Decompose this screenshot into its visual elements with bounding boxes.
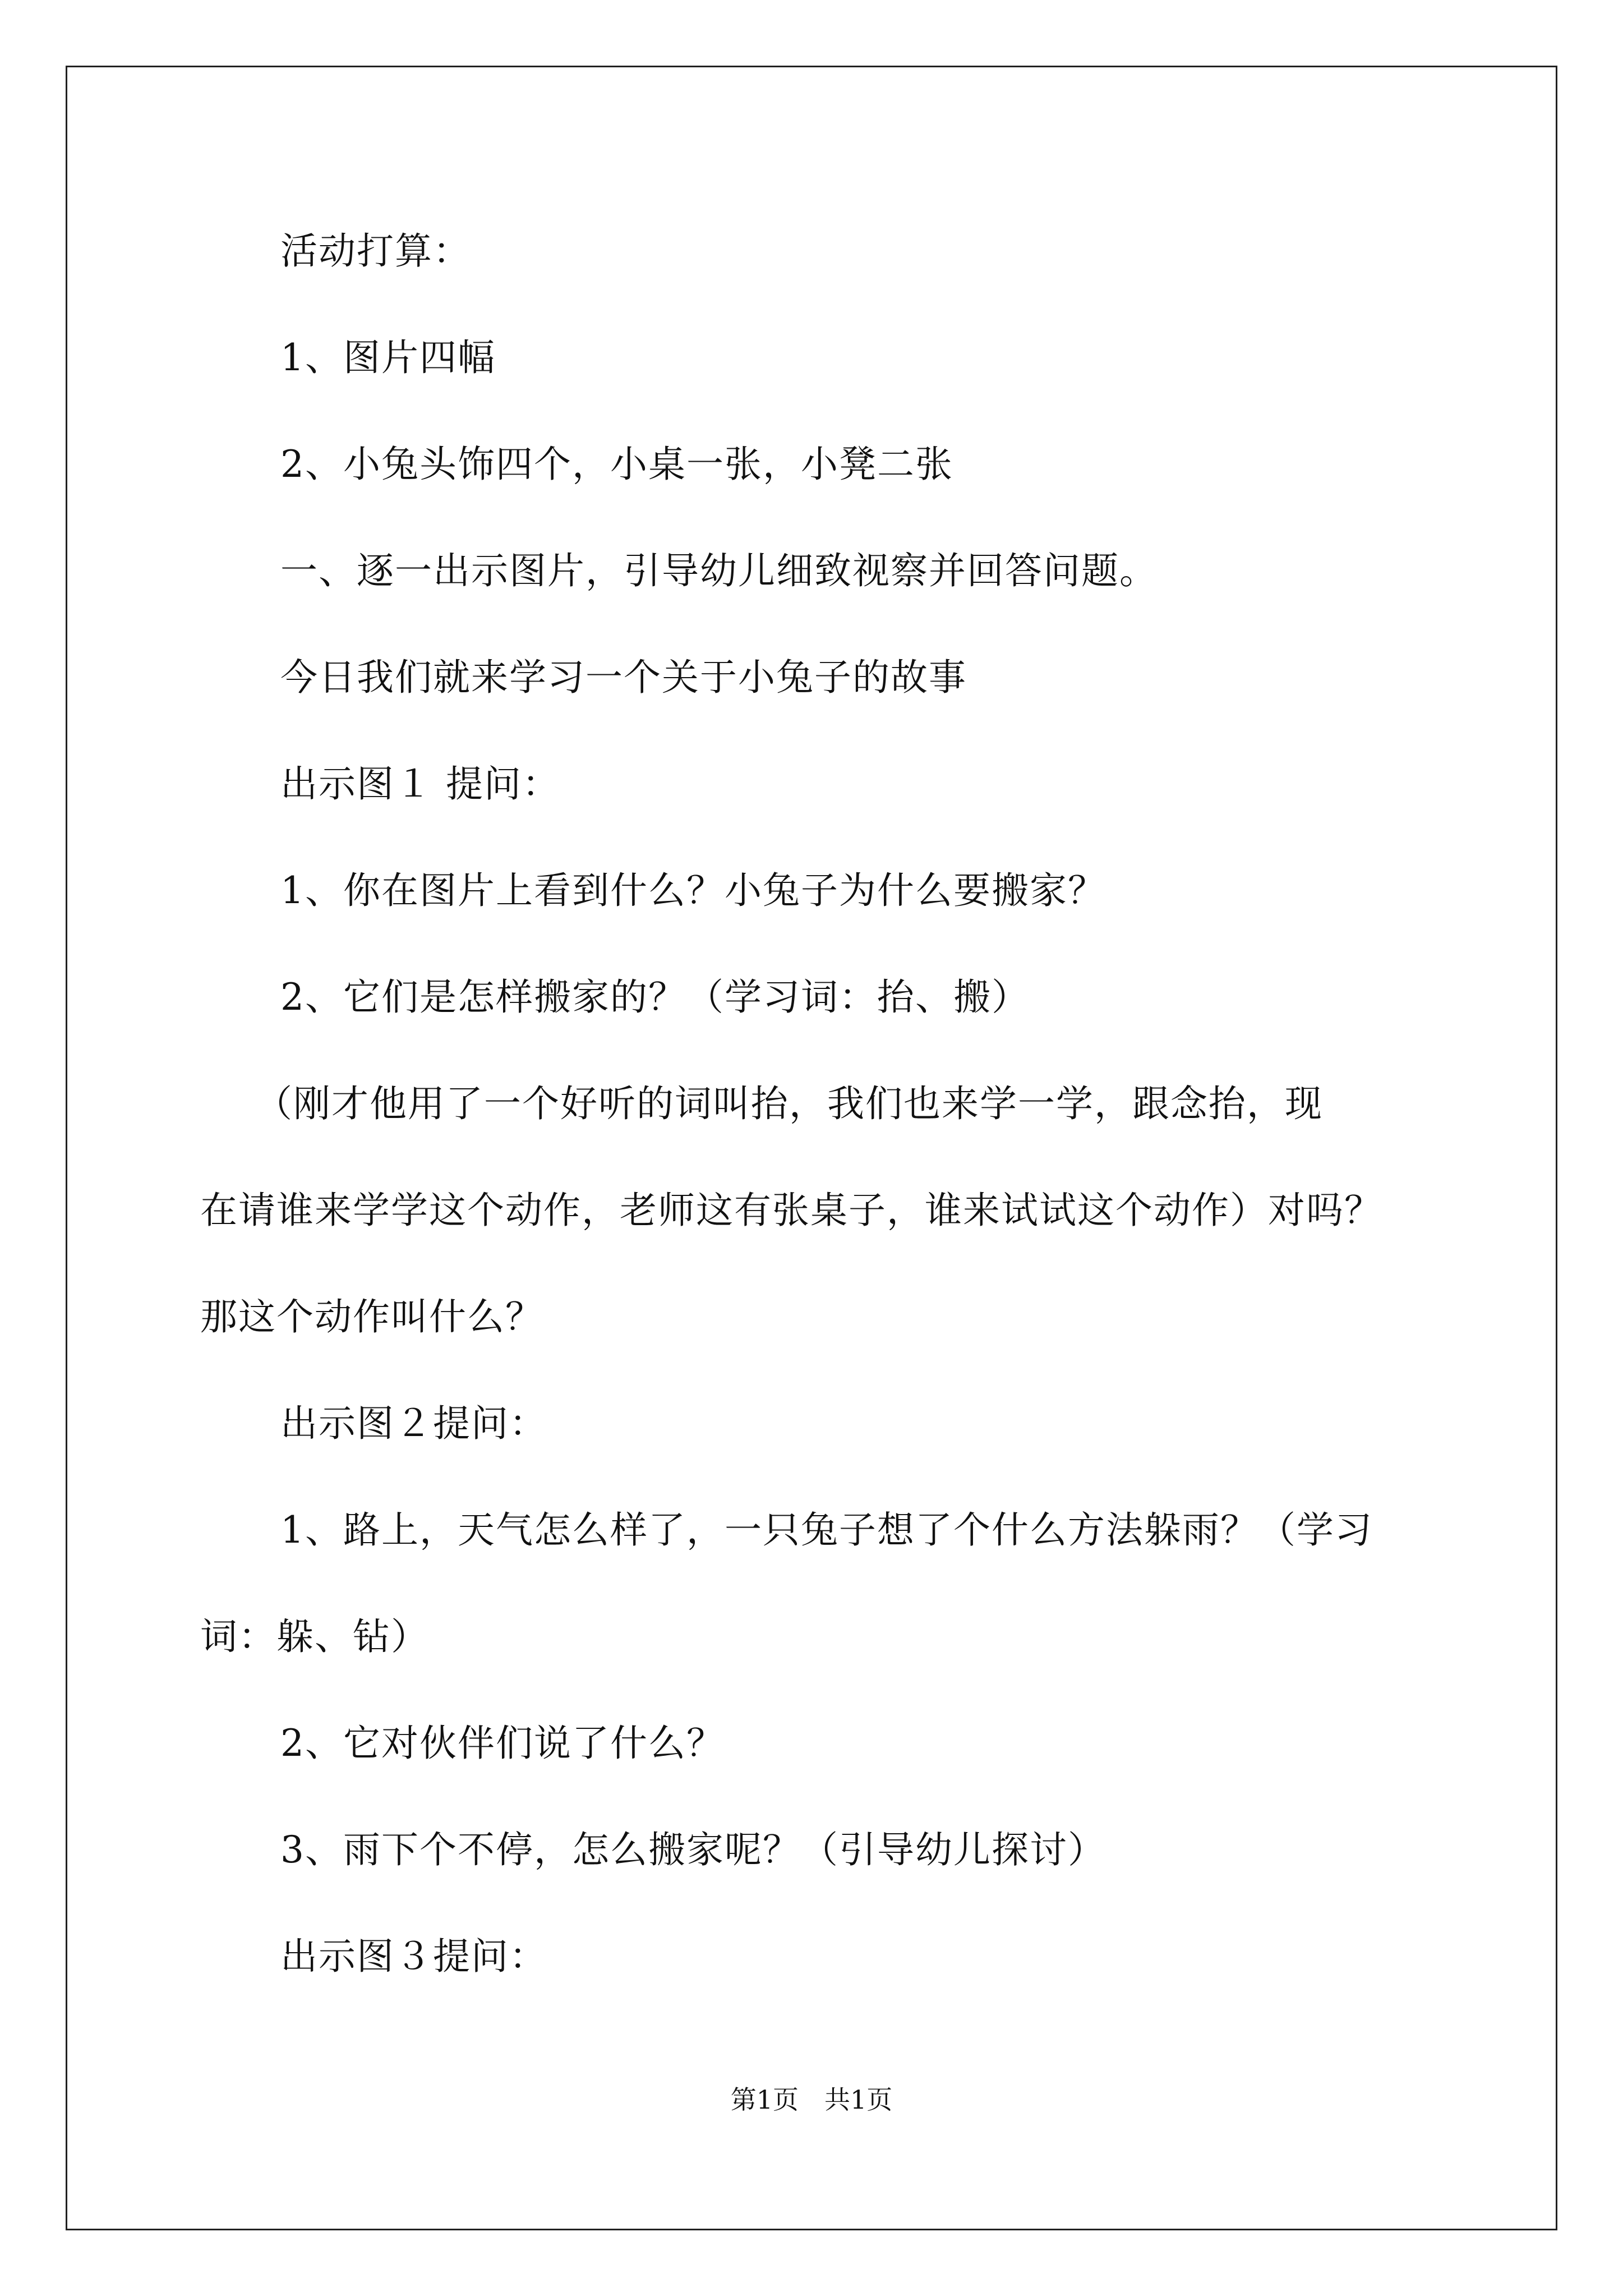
paragraph-item-pictures: 1、图片四幅 bbox=[280, 336, 496, 379]
paragraph-story-intro: 今日我们就来学习一个关于小兔子的故事 bbox=[280, 656, 967, 699]
paragraph-figure-1: 出示图１ 提问： bbox=[280, 762, 560, 806]
paragraph-question-2-1-line-1: 1、路上，天气怎么样了，一只兔子想了个什么方法躲雨？（学习 bbox=[280, 1508, 1373, 1552]
page-footer: 第1页 共1页 bbox=[730, 2085, 893, 2115]
paragraph-question-2-3: 3、雨下个不停，怎么搬家呢？（引导幼儿探讨） bbox=[280, 1828, 1106, 1871]
paragraph-step-one: 一、逐一出示图片，引导幼儿细致视察并回答问题。 bbox=[280, 549, 1158, 592]
paragraph-explanation-line-3: 那这个动作叫什么？ bbox=[200, 1295, 543, 1338]
paragraph-question-2-1-line-2: 词：躲、钻） bbox=[200, 1615, 429, 1658]
paragraph-explanation-line-2: 在请谁来学学这个动作，老师这有张桌子，谁来试试这个动作）对吗？ bbox=[200, 1189, 1382, 1232]
paragraph-explanation-line-1: （刚才他用了一个好听的词叫抬，我们也来学一学，跟念抬，现 bbox=[255, 1082, 1323, 1125]
page-border bbox=[66, 66, 1557, 2230]
paragraph-question-1-1: 1、你在图片上看到什么？小兔子为什么要搬家？ bbox=[280, 869, 1106, 912]
paragraph-figure-3: 出示图３提问： bbox=[280, 1935, 547, 1978]
paragraph-question-2-2: 2、它对伙伴们说了什么？ bbox=[280, 1722, 725, 1765]
paragraph-figure-2: 出示图２提问： bbox=[280, 1402, 547, 1445]
paragraph-item-props: 2、小兔头饰四个，小桌一张，小凳二张 bbox=[280, 443, 953, 486]
paragraph-activity-plan: 活动打算： bbox=[280, 229, 471, 273]
paragraph-question-1-2: 2、它们是怎样搬家的？（学习词：抬、搬） bbox=[280, 976, 1030, 1019]
